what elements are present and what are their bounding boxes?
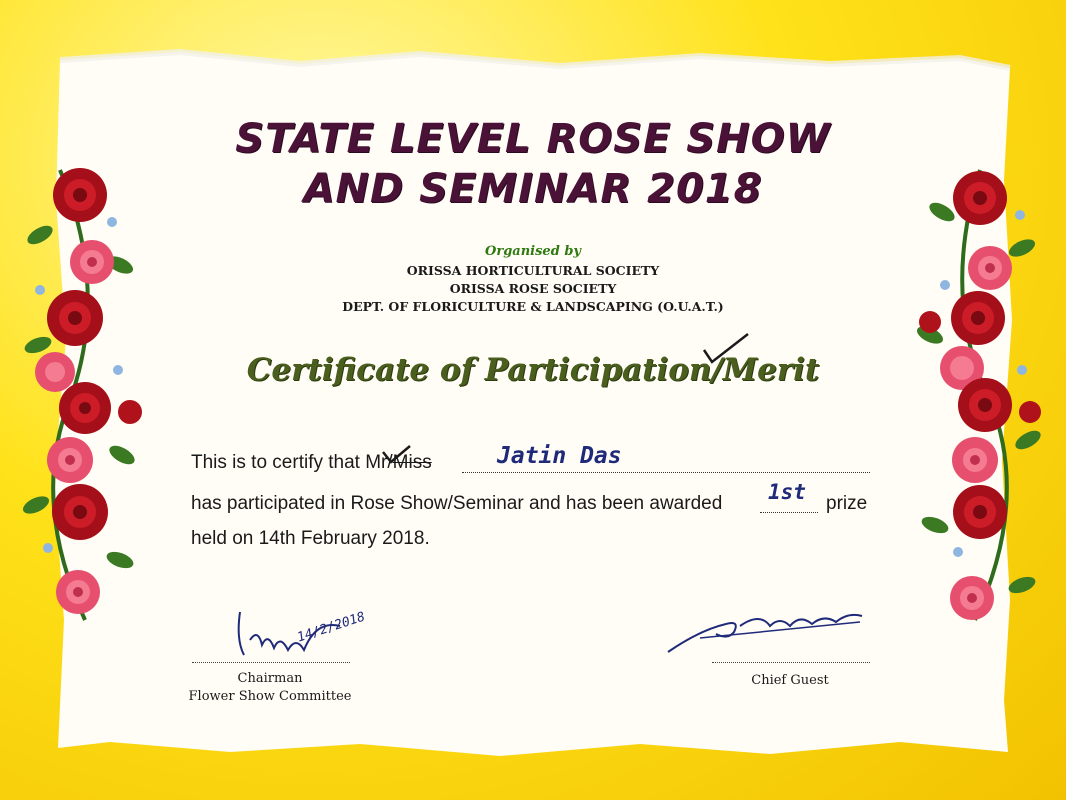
title-miss-struck: Miss [392,452,432,473]
certificate-title: Certificate of Participation/Merit [246,352,820,388]
title-slash: / [387,452,393,473]
title-mr: Mr [365,452,388,473]
chairman-label: Chairman [237,671,303,686]
prize-word: prize [826,493,868,514]
chairman-signature-date: 14/2/2018 [295,609,368,646]
title-line-1: STATE LEVEL ROSE SHOW [235,116,831,162]
organiser-1: ORISSA HORTICULTURAL SOCIETY [406,263,660,278]
prize-value: 1st [768,480,806,504]
recipient-name: Jatin Das [497,443,622,469]
committee-label: Flower Show Committee [188,689,352,704]
chief-guest-label: Chief Guest [751,673,829,688]
participation-text: has participated in Rose Show/Seminar and has been awarded [191,493,723,514]
organised-by-label: Organised by [485,244,581,259]
chief-guest-signature-line [712,662,870,663]
certify-prefix: This is to certify that [191,452,366,473]
date-line: held on 14th February 2018. [191,528,430,549]
organiser-2: ORISSA ROSE SOCIETY [449,281,617,296]
title-line-2: AND SEMINAR 2018 [303,166,763,212]
organiser-3: DEPT. OF FLORICULTURE & LANDSCAPING (O.U.A.T.) [342,299,724,314]
